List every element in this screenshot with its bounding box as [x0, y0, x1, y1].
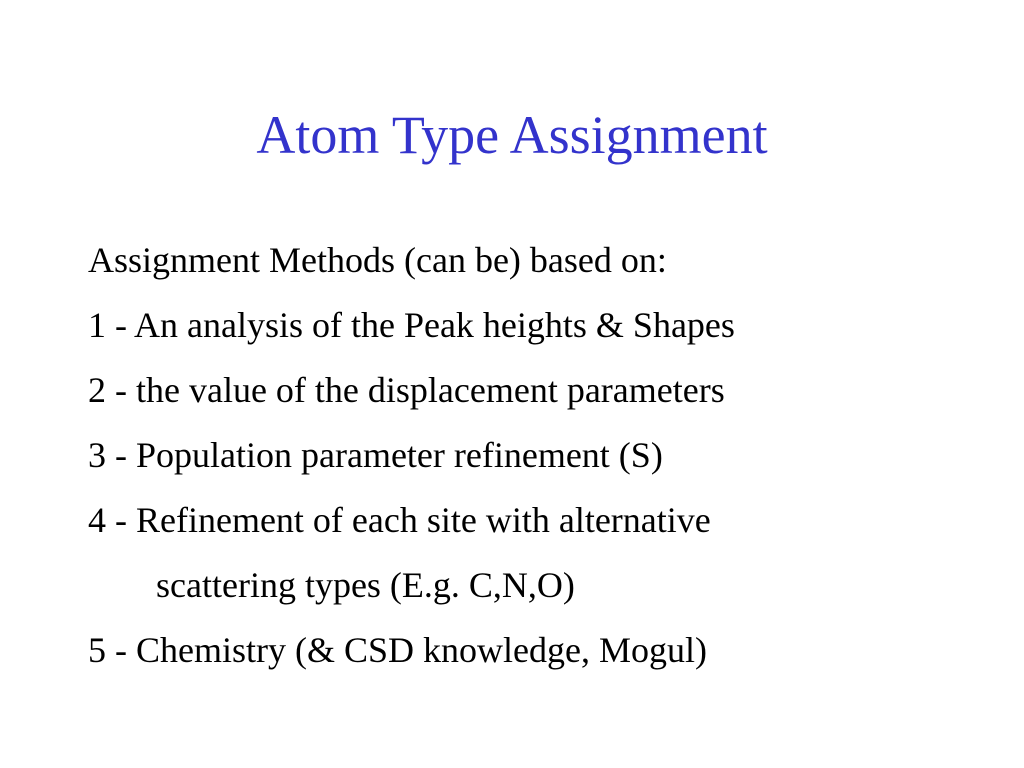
- method-4-continuation-line: scattering types (E.g. C,N,O): [156, 565, 575, 605]
- method-3-line: 3 - Population parameter refinement (S): [88, 435, 663, 475]
- intro-line: Assignment Methods (can be) based on:: [88, 240, 667, 280]
- method-2-line: 2 - the value of the displacement parameters: [88, 370, 725, 410]
- method-1-line: 1 - An analysis of the Peak heights & Shapes: [88, 305, 735, 345]
- slide-body: [88, 228, 988, 683]
- slide-title: Atom Type Assignment: [256, 105, 768, 165]
- method-4-line: 4 - Refinement of each site with alternative: [88, 500, 711, 540]
- method-5-line: 5 - Chemistry (& CSD knowledge, Mogul): [88, 630, 707, 670]
